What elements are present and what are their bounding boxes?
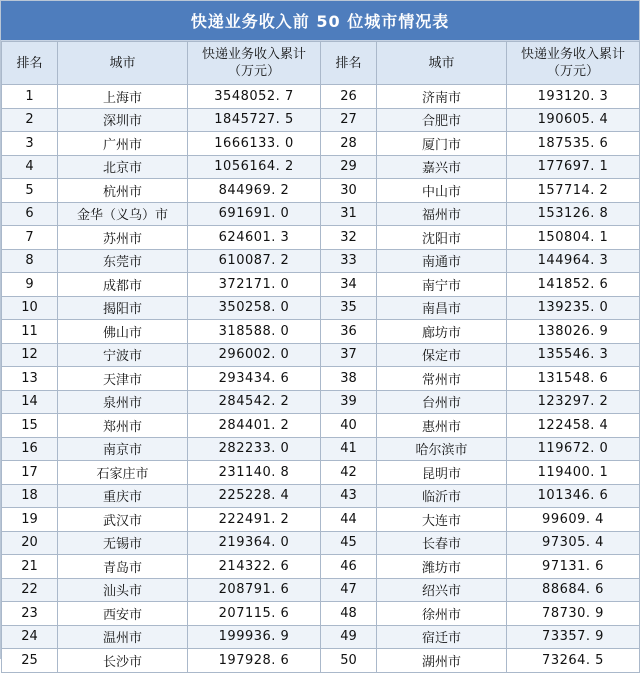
value-cell: 190605. 4 <box>507 108 640 132</box>
rank-cell: 44 <box>321 508 377 532</box>
value-cell: 139235. 0 <box>507 296 640 320</box>
table-body <box>2 85 640 673</box>
table-row <box>2 484 640 508</box>
value-cell: 624601. 3 <box>188 226 321 250</box>
value-cell: 197928. 6 <box>188 649 321 673</box>
rank-cell: 35 <box>321 296 377 320</box>
table-row <box>2 108 640 132</box>
value-cell: 138026. 9 <box>507 320 640 344</box>
table-row <box>2 649 640 673</box>
value-cell: 691691. 0 <box>188 202 321 226</box>
value-cell: 141852. 6 <box>507 273 640 297</box>
city-cell: 南京市 <box>58 437 188 461</box>
city-cell: 揭阳市 <box>58 296 188 320</box>
table-row <box>2 226 640 250</box>
rank-cell: 13 <box>2 367 58 391</box>
city-cell: 无锡市 <box>58 531 188 555</box>
city-cell: 昆明市 <box>377 461 507 485</box>
city-cell: 绍兴市 <box>377 578 507 602</box>
value-cell: 219364. 0 <box>188 531 321 555</box>
rank-cell: 46 <box>321 555 377 579</box>
city-cell: 郑州市 <box>58 414 188 438</box>
table-row <box>2 461 640 485</box>
city-revenue-table <box>1 41 640 673</box>
value-cell: 1845727. 5 <box>188 108 321 132</box>
table-row <box>2 437 640 461</box>
city-cell: 嘉兴市 <box>377 155 507 179</box>
city-cell: 重庆市 <box>58 484 188 508</box>
city-cell: 中山市 <box>377 179 507 203</box>
value-cell: 78730. 9 <box>507 602 640 626</box>
city-cell: 宁波市 <box>58 343 188 367</box>
rank-cell: 2 <box>2 108 58 132</box>
value-cell: 610087. 2 <box>188 249 321 273</box>
value-cell: 153126. 8 <box>507 202 640 226</box>
city-cell: 哈尔滨市 <box>377 437 507 461</box>
table-row <box>2 508 640 532</box>
city-cell: 宿迁市 <box>377 625 507 649</box>
city-cell: 武汉市 <box>58 508 188 532</box>
value-cell: 222491. 2 <box>188 508 321 532</box>
rank-cell: 29 <box>321 155 377 179</box>
rank-cell: 43 <box>321 484 377 508</box>
rank-cell: 48 <box>321 602 377 626</box>
city-cell: 成都市 <box>58 273 188 297</box>
rank-cell: 40 <box>321 414 377 438</box>
city-cell: 南宁市 <box>377 273 507 297</box>
value-cell: 157714. 2 <box>507 179 640 203</box>
rank-cell: 1 <box>2 85 58 109</box>
value-cell: 119672. 0 <box>507 437 640 461</box>
rank-cell: 4 <box>2 155 58 179</box>
value-cell: 144964. 3 <box>507 249 640 273</box>
value-cell: 372171. 0 <box>188 273 321 297</box>
value-cell: 1056164. 2 <box>188 155 321 179</box>
value-cell: 131548. 6 <box>507 367 640 391</box>
rank-cell: 50 <box>321 649 377 673</box>
city-cell: 保定市 <box>377 343 507 367</box>
city-cell: 杭州市 <box>58 179 188 203</box>
city-cell: 福州市 <box>377 202 507 226</box>
rank-cell: 23 <box>2 602 58 626</box>
table-row <box>2 85 640 109</box>
rank-cell: 39 <box>321 390 377 414</box>
value-cell: 1666133. 0 <box>188 132 321 156</box>
city-cell: 南昌市 <box>377 296 507 320</box>
city-cell: 台州市 <box>377 390 507 414</box>
value-cell: 282233. 0 <box>188 437 321 461</box>
value-cell: 214322. 6 <box>188 555 321 579</box>
value-cell: 296002. 0 <box>188 343 321 367</box>
value-cell: 844969. 2 <box>188 179 321 203</box>
header-value-line1: 快递业务收入累计 <box>201 47 306 62</box>
table-row <box>2 367 640 391</box>
table-row <box>2 625 640 649</box>
city-cell: 沈阳市 <box>377 226 507 250</box>
rank-cell: 24 <box>2 625 58 649</box>
header-value-right <box>507 42 640 85</box>
city-cell: 惠州市 <box>377 414 507 438</box>
rank-cell: 9 <box>2 273 58 297</box>
table-row <box>2 249 640 273</box>
city-cell: 临沂市 <box>377 484 507 508</box>
table-title: 快递业务收入前 50 位城市情况表 <box>1 1 639 41</box>
table-row <box>2 414 640 438</box>
city-cell: 佛山市 <box>58 320 188 344</box>
value-cell: 199936. 9 <box>188 625 321 649</box>
value-cell: 97305. 4 <box>507 531 640 555</box>
city-cell: 东莞市 <box>58 249 188 273</box>
table-row <box>2 179 640 203</box>
rank-cell: 47 <box>321 578 377 602</box>
value-cell: 123297. 2 <box>507 390 640 414</box>
rank-cell: 16 <box>2 437 58 461</box>
value-cell: 231140. 8 <box>188 461 321 485</box>
value-cell: 101346. 6 <box>507 484 640 508</box>
rank-cell: 34 <box>321 273 377 297</box>
header-city-right: 城市 <box>377 42 507 85</box>
rank-cell: 7 <box>2 226 58 250</box>
rank-cell: 49 <box>321 625 377 649</box>
city-cell: 苏州市 <box>58 226 188 250</box>
value-cell: 73357. 9 <box>507 625 640 649</box>
header-value-line2: （万元） <box>546 64 599 79</box>
table-row <box>2 343 640 367</box>
rank-cell: 30 <box>321 179 377 203</box>
value-cell: 350258. 0 <box>188 296 321 320</box>
value-cell: 119400. 1 <box>507 461 640 485</box>
rank-cell: 19 <box>2 508 58 532</box>
rank-cell: 21 <box>2 555 58 579</box>
rank-cell: 37 <box>321 343 377 367</box>
value-cell: 207115. 6 <box>188 602 321 626</box>
city-cell: 徐州市 <box>377 602 507 626</box>
header-rank-right: 排名 <box>321 42 377 85</box>
rank-cell: 20 <box>2 531 58 555</box>
header-value-line2: （万元） <box>227 64 280 79</box>
rank-cell: 18 <box>2 484 58 508</box>
rank-cell: 12 <box>2 343 58 367</box>
table-row <box>2 602 640 626</box>
value-cell: 284542. 2 <box>188 390 321 414</box>
header-city-left: 城市 <box>58 42 188 85</box>
value-cell: 135546. 3 <box>507 343 640 367</box>
city-cell: 西安市 <box>58 602 188 626</box>
value-cell: 122458. 4 <box>507 414 640 438</box>
city-cell: 大连市 <box>377 508 507 532</box>
header-rank-left: 排名 <box>2 42 58 85</box>
value-cell: 208791. 6 <box>188 578 321 602</box>
rank-cell: 5 <box>2 179 58 203</box>
city-cell: 廊坊市 <box>377 320 507 344</box>
table-row <box>2 155 640 179</box>
table-row <box>2 555 640 579</box>
rank-cell: 14 <box>2 390 58 414</box>
city-cell: 温州市 <box>58 625 188 649</box>
table-header <box>2 42 640 85</box>
rank-cell: 6 <box>2 202 58 226</box>
rank-cell: 3 <box>2 132 58 156</box>
rank-cell: 25 <box>2 649 58 673</box>
rank-cell: 17 <box>2 461 58 485</box>
value-cell: 193120. 3 <box>507 85 640 109</box>
value-cell: 284401. 2 <box>188 414 321 438</box>
header-value-line1: 快递业务收入累计 <box>520 47 625 62</box>
table-row <box>2 273 640 297</box>
city-cell: 合肥市 <box>377 108 507 132</box>
value-cell: 73264. 5 <box>507 649 640 673</box>
table-row <box>2 390 640 414</box>
rank-cell: 41 <box>321 437 377 461</box>
city-cell: 常州市 <box>377 367 507 391</box>
rank-cell: 26 <box>321 85 377 109</box>
rank-cell: 11 <box>2 320 58 344</box>
table-row <box>2 132 640 156</box>
city-cell: 泉州市 <box>58 390 188 414</box>
value-cell: 3548052. 7 <box>188 85 321 109</box>
city-cell: 金华（义乌）市 <box>58 202 188 226</box>
value-cell: 177697. 1 <box>507 155 640 179</box>
value-cell: 88684. 6 <box>507 578 640 602</box>
value-cell: 187535. 6 <box>507 132 640 156</box>
rank-cell: 15 <box>2 414 58 438</box>
rank-cell: 42 <box>321 461 377 485</box>
city-cell: 长沙市 <box>58 649 188 673</box>
value-cell: 318588. 0 <box>188 320 321 344</box>
table-row <box>2 202 640 226</box>
value-cell: 99609. 4 <box>507 508 640 532</box>
city-cell: 厦门市 <box>377 132 507 156</box>
header-row <box>2 42 640 85</box>
city-cell: 石家庄市 <box>58 461 188 485</box>
city-cell: 南通市 <box>377 249 507 273</box>
rank-cell: 38 <box>321 367 377 391</box>
header-value-left <box>188 42 321 85</box>
rank-cell: 8 <box>2 249 58 273</box>
rank-cell: 22 <box>2 578 58 602</box>
value-cell: 225228. 4 <box>188 484 321 508</box>
rank-cell: 33 <box>321 249 377 273</box>
city-cell: 青岛市 <box>58 555 188 579</box>
value-cell: 150804. 1 <box>507 226 640 250</box>
value-cell: 97131. 6 <box>507 555 640 579</box>
city-cell: 北京市 <box>58 155 188 179</box>
rank-cell: 36 <box>321 320 377 344</box>
rank-cell: 45 <box>321 531 377 555</box>
city-cell: 广州市 <box>58 132 188 156</box>
rank-cell: 27 <box>321 108 377 132</box>
city-cell: 汕头市 <box>58 578 188 602</box>
table-row <box>2 296 640 320</box>
table-row <box>2 578 640 602</box>
city-cell: 湖州市 <box>377 649 507 673</box>
rank-cell: 32 <box>321 226 377 250</box>
rank-cell: 28 <box>321 132 377 156</box>
table-row <box>2 320 640 344</box>
city-cell: 天津市 <box>58 367 188 391</box>
rank-cell: 31 <box>321 202 377 226</box>
city-cell: 长春市 <box>377 531 507 555</box>
table-row <box>2 531 640 555</box>
city-cell: 潍坊市 <box>377 555 507 579</box>
city-cell: 济南市 <box>377 85 507 109</box>
city-cell: 深圳市 <box>58 108 188 132</box>
value-cell: 293434. 6 <box>188 367 321 391</box>
rank-cell: 10 <box>2 296 58 320</box>
city-cell: 上海市 <box>58 85 188 109</box>
